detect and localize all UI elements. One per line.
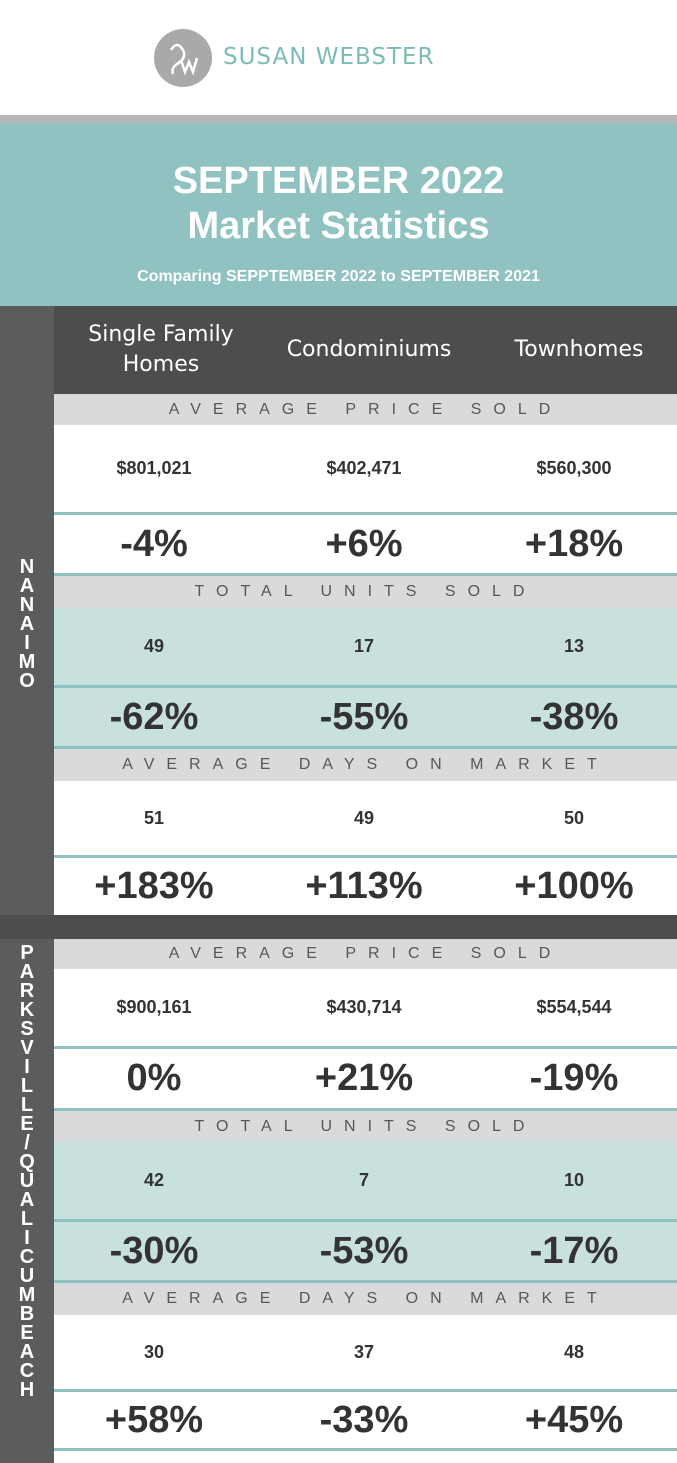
column-header-townhomes: Townhomes bbox=[514, 337, 644, 362]
title-line-2: Market Statistics bbox=[187, 205, 490, 247]
change-cell: +18% bbox=[524, 522, 624, 565]
change-cell: -62% bbox=[109, 695, 199, 738]
change-row bbox=[54, 858, 677, 915]
value-cell: 42 bbox=[143, 1170, 165, 1190]
value-cell: 50 bbox=[563, 807, 585, 828]
column-header-single-family: Single Family Homes bbox=[88, 322, 234, 377]
section-label: AVERAGE DAYS ON MARKET bbox=[54, 1283, 677, 1315]
change-cell: +58% bbox=[104, 1398, 204, 1441]
title-banner bbox=[0, 123, 677, 306]
column-headers bbox=[54, 306, 677, 394]
change-cell: -4% bbox=[120, 522, 188, 565]
change-cell: +183% bbox=[94, 865, 214, 907]
section-label: AVERAGE PRICE SOLD bbox=[54, 394, 677, 425]
change-cell: +45% bbox=[524, 1398, 624, 1441]
change-cell: -19% bbox=[529, 1057, 619, 1099]
value-row bbox=[54, 425, 677, 512]
change-row bbox=[54, 1049, 677, 1108]
value-row bbox=[54, 1142, 677, 1219]
header-divider bbox=[0, 115, 677, 123]
value-cell: 13 bbox=[563, 636, 585, 656]
value-cell: $900,161 bbox=[116, 997, 192, 1017]
brand-name: SUSAN WEBSTER bbox=[223, 44, 435, 70]
region-label-parksville: P A R K S V I L L E / Q U A L I C U M B E A C H bbox=[18, 942, 36, 1401]
value-row bbox=[54, 608, 677, 685]
value-cell: $402,471 bbox=[326, 458, 402, 478]
change-cell: 0% bbox=[126, 1057, 182, 1099]
change-cell: +113% bbox=[305, 865, 423, 907]
change-cell: +21% bbox=[314, 1057, 414, 1099]
section-label: AVERAGE DAYS ON MARKET bbox=[54, 749, 677, 781]
change-row bbox=[54, 688, 677, 746]
change-cell: -38% bbox=[529, 695, 619, 738]
section-label: TOTAL UNITS SOLD bbox=[54, 1111, 677, 1142]
value-cell: $560,300 bbox=[536, 458, 612, 478]
value-cell: 37 bbox=[353, 1341, 375, 1362]
sidebar-nanaimo bbox=[0, 306, 54, 915]
value-cell: $801,021 bbox=[116, 458, 192, 478]
value-cell: $554,544 bbox=[536, 997, 612, 1017]
title-line-1: SEPTEMBER 2022 bbox=[172, 160, 505, 202]
change-row bbox=[54, 1392, 677, 1448]
value-cell: 48 bbox=[563, 1341, 585, 1362]
sidebar-parksville bbox=[0, 939, 54, 1463]
value-cell: 49 bbox=[143, 636, 165, 656]
change-row bbox=[54, 1222, 677, 1280]
value-row bbox=[54, 781, 677, 855]
subtitle: Comparing SEPPTEMBER 2022 to SEPTEMBER 2021 bbox=[137, 268, 540, 285]
value-cell: 51 bbox=[143, 807, 165, 828]
change-cell: -17% bbox=[529, 1229, 619, 1272]
value-cell: 30 bbox=[143, 1341, 165, 1362]
value-cell: 49 bbox=[353, 807, 375, 828]
column-header-condominiums: Condominiums bbox=[286, 337, 452, 362]
page-header bbox=[0, 0, 677, 115]
value-cell: $430,714 bbox=[326, 997, 402, 1017]
change-cell: -33% bbox=[319, 1398, 409, 1441]
value-cell: 7 bbox=[358, 1170, 369, 1190]
value-row bbox=[54, 1315, 677, 1389]
value-row bbox=[54, 969, 677, 1046]
region-divider bbox=[0, 915, 677, 939]
susan-webster-logo bbox=[153, 28, 213, 88]
change-cell: +6% bbox=[325, 522, 403, 565]
value-cell: 17 bbox=[353, 636, 375, 656]
change-cell: -55% bbox=[319, 695, 409, 738]
section-label: AVERAGE PRICE SOLD bbox=[54, 939, 677, 969]
change-cell: +100% bbox=[514, 865, 634, 907]
change-cell: -30% bbox=[109, 1229, 199, 1272]
change-row bbox=[54, 515, 677, 573]
row-divider bbox=[54, 1448, 677, 1451]
region-label-nanaimo: N A N A I M O bbox=[18, 556, 36, 692]
change-cell: -53% bbox=[319, 1229, 409, 1272]
value-cell: 10 bbox=[563, 1170, 585, 1190]
section-label: TOTAL UNITS SOLD bbox=[54, 576, 677, 608]
